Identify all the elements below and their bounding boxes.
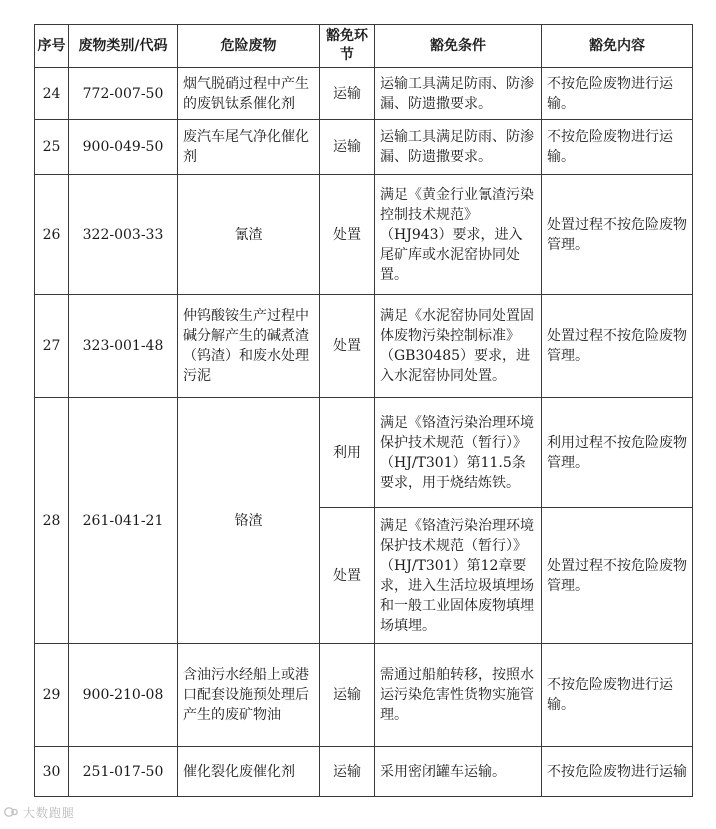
table-row <box>35 68 693 120</box>
condition-cell: 运输工具满足防雨、防渗漏、防遗撒要求。 <box>375 120 542 175</box>
content-cell: 不按危险废物进行运输。 <box>542 644 693 747</box>
code-cell: 772-007-50 <box>69 68 178 120</box>
content-cell: 不按危险废物进行运输。 <box>542 68 693 120</box>
code-cell: 900-210-08 <box>69 644 178 747</box>
waste-cell: 催化裂化废催化剂 <box>178 747 320 797</box>
watermark-logo-icon <box>4 806 18 818</box>
code-cell: 323-001-48 <box>69 295 178 398</box>
condition-cell: 满足《水泥窑协同处置固体废物污染控制标准》（GB30485）要求，进入水泥窑协同处置。 <box>375 295 542 398</box>
table-row <box>35 295 693 398</box>
seq-cell: 28 <box>35 398 69 644</box>
condition-cell: 满足《铬渣污染治理环境保护技术规范（暂行）》（HJ/T301）第11.5条要求，用于烧结炼铁。 <box>375 398 542 508</box>
table-row <box>35 644 693 747</box>
content-cell: 不按危险废物进行运输 <box>542 747 693 797</box>
stage-cell: 运输 <box>320 644 375 747</box>
seq-cell: 27 <box>35 295 69 398</box>
watermark <box>4 804 75 821</box>
table-row <box>35 120 693 175</box>
waste-cell: 含油污水经船上或港口配套设施预处理后产生的废矿物油 <box>178 644 320 747</box>
stage-cell: 运输 <box>320 747 375 797</box>
condition-cell: 需通过船舶转移，按照水运污染危害性货物实施管理。 <box>375 644 542 747</box>
header-code: 废物类别/代码 <box>69 25 178 68</box>
condition-cell: 采用密闭罐车运输。 <box>375 747 542 797</box>
content-cell: 不按危险废物进行运输。 <box>542 120 693 175</box>
waste-cell: 氰渣 <box>178 175 320 295</box>
stage-cell: 处置 <box>320 175 375 295</box>
header-waste: 危险废物 <box>178 25 320 68</box>
waste-cell: 烟气脱硝过程中产生的废钒钛系催化剂 <box>178 68 320 120</box>
waste-cell: 仲钨酸铵生产过程中碱分解产生的碱煮渣（钨渣）和废水处理污泥 <box>178 295 320 398</box>
seq-cell: 29 <box>35 644 69 747</box>
table-row <box>35 747 693 797</box>
code-cell: 900-049-50 <box>69 120 178 175</box>
header-stage: 豁免环节 <box>320 25 375 68</box>
condition-cell: 满足《黄金行业氰渣污染控制技术规范》（HJ943）要求，进入尾矿库或水泥窑协同处置。 <box>375 175 542 295</box>
code-cell: 261-041-21 <box>69 398 178 644</box>
seq-cell: 30 <box>35 747 69 797</box>
content-cell: 处置过程不按危险废物管理。 <box>542 295 693 398</box>
table-row <box>35 398 693 508</box>
seq-cell: 24 <box>35 68 69 120</box>
code-cell: 322-003-33 <box>69 175 178 295</box>
stage-cell: 运输 <box>320 68 375 120</box>
header-condition: 豁免条件 <box>375 25 542 68</box>
header-content: 豁免内容 <box>542 25 693 68</box>
stage-cell: 处置 <box>320 295 375 398</box>
condition-cell: 运输工具满足防雨、防渗漏、防遗撒要求。 <box>375 68 542 120</box>
code-cell: 251-017-50 <box>69 747 178 797</box>
seq-cell: 25 <box>35 120 69 175</box>
watermark-text: 大数跑腿 <box>22 806 75 820</box>
waste-cell: 铬渣 <box>178 398 320 644</box>
waste-cell: 废汽车尾气净化催化剂 <box>178 120 320 175</box>
stage-cell: 处置 <box>320 508 375 644</box>
content-cell: 处置过程不按危险废物管理。 <box>542 508 693 644</box>
header-seq: 序号 <box>35 25 69 68</box>
stage-cell: 运输 <box>320 120 375 175</box>
condition-cell: 满足《铬渣污染治理环境保护技术规范（暂行）》（HJ/T301）第12章要求，进入生活垃圾填埋场和一般工业固体废物填埋场填埋。 <box>375 508 542 644</box>
exemption-table <box>34 24 693 797</box>
header-row <box>35 25 693 68</box>
table-row <box>35 175 693 295</box>
content-cell: 处置过程不按危险废物管理。 <box>542 175 693 295</box>
stage-cell: 利用 <box>320 398 375 508</box>
seq-cell: 26 <box>35 175 69 295</box>
content-cell: 利用过程不按危险废物管理。 <box>542 398 693 508</box>
